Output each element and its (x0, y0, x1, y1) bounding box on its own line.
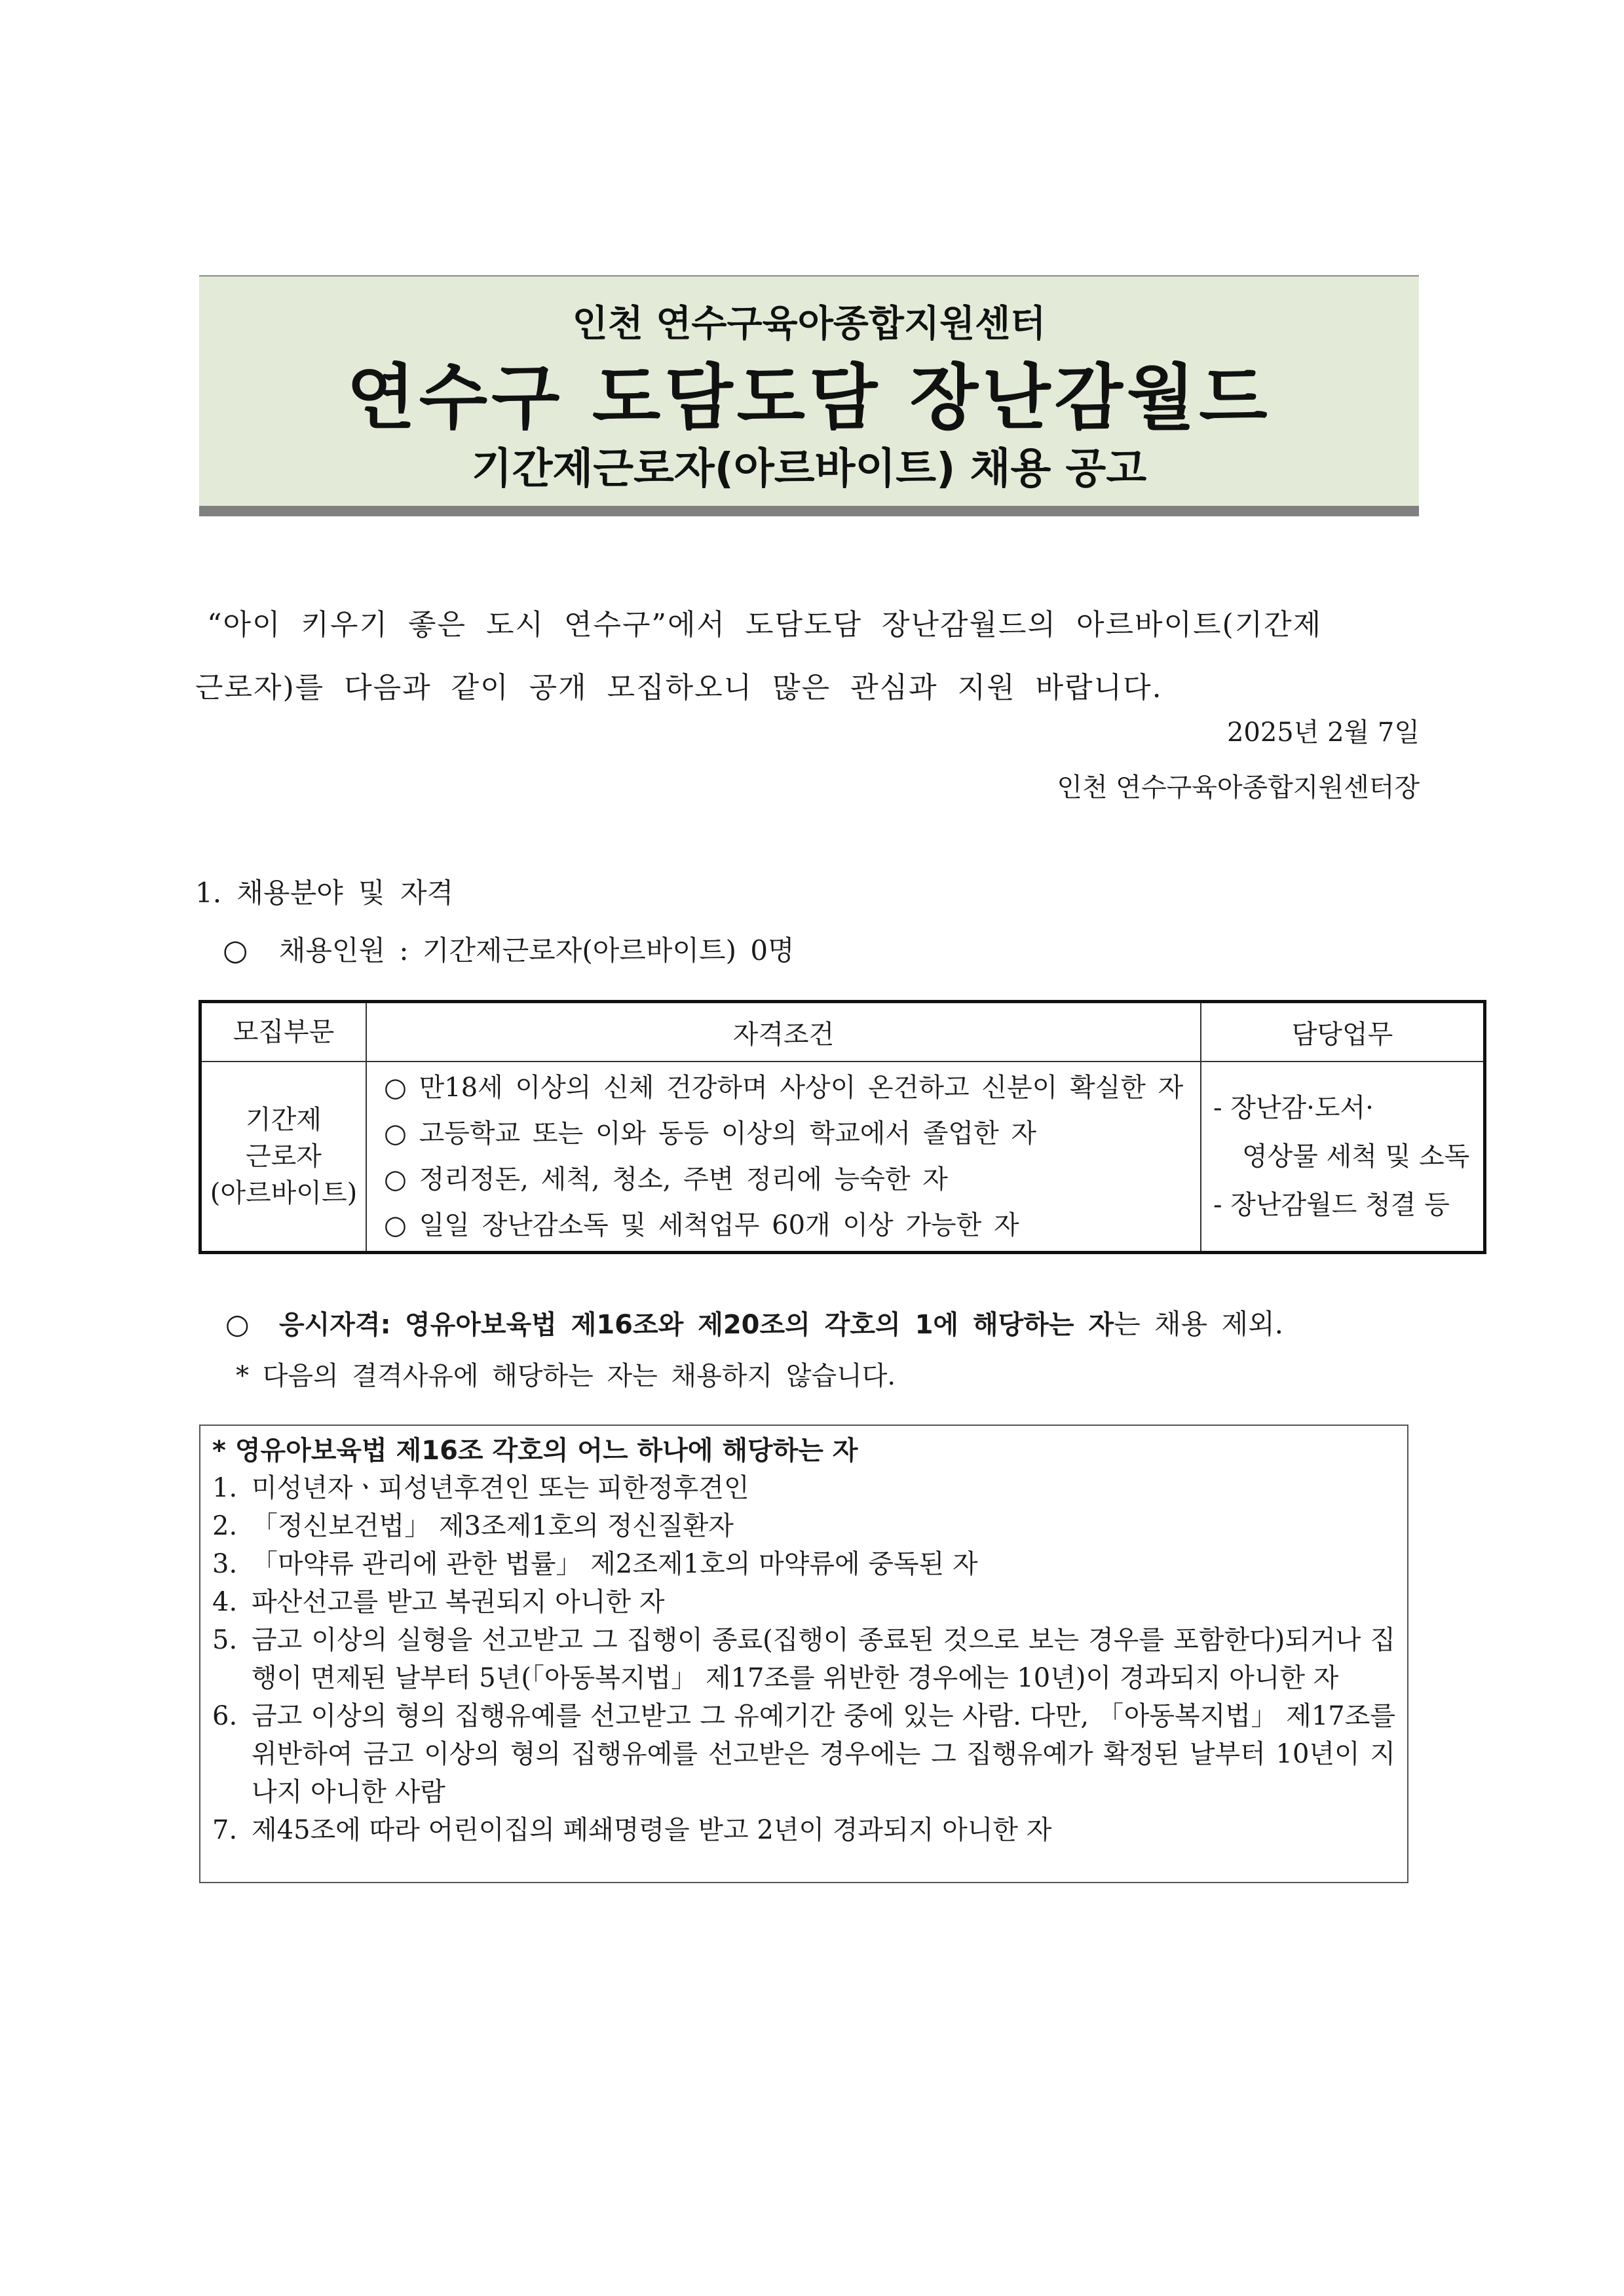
item-text: 금고 이상의 형의 집행유예를 선고받고 그 유예기간 중에 있는 사람. 다만, 「아동복지법」 제17조를 위반하여 금고 이상의 형의 집행유예를 선고받은 경우에는 그 집행유예가 확정된 날부터 10년이 지나지 아니한 사람 (252, 1701, 1395, 1807)
item-number: 5. (212, 1625, 238, 1655)
condition-item: ○ 일일 장난감소독 및 세척업무 60개 이상 가능한 자 (384, 1210, 1019, 1240)
notice-date: 2025년 2월 7일 (1226, 718, 1420, 748)
disqualification-title: * 영유아보육법 제16조 각호의 어느 하나에 해당하는 자 (212, 1436, 858, 1466)
position-cell (200, 1062, 367, 1253)
eligibility-rest-text: 는 채용 제외. (1114, 1308, 1284, 1340)
item-number: 2. (212, 1511, 238, 1541)
disqualification-list (212, 1469, 1395, 1849)
item-text: 금고 이상의 실형을 선고받고 그 집행이 종료(집행이 종료된 것으로 보는 경우를 포함한다)되거나 집행이 면제된 날부터 5년(「아동복지법」 제17조를 위반한 경우에는 10년)이 경과되지 아니한 자 (252, 1625, 1395, 1693)
item-number: 6. (212, 1701, 238, 1731)
recruit-count-line (223, 929, 795, 968)
header-underline-bar (199, 506, 1419, 516)
duty-item: - 장난감·도서· (1213, 1093, 1374, 1123)
circle-bullet-icon: ○ (225, 1308, 250, 1340)
header-duties: 담당업무 (1201, 1002, 1485, 1062)
list-item (212, 1811, 1395, 1849)
main-title: 연수구 도담도담 장난감월드 (347, 357, 1272, 439)
list-item (212, 1583, 1395, 1621)
item-text: 「마약류 관리에 관한 법률」 제2조제1호의 마약류에 중독된 자 (252, 1549, 978, 1579)
condition-item: ○ 정리정돈, 세척, 청소, 주변 정리에 능숙한 자 (384, 1164, 948, 1195)
eligibility-line (225, 1303, 1283, 1342)
duty-item-continuation: 영상물 세척 및 소독 (1242, 1141, 1470, 1172)
item-number: 1. (212, 1473, 238, 1503)
table-row (200, 1062, 1485, 1253)
item-number: 4. (212, 1587, 238, 1617)
item-text: 미성년자ㆍ피성년후견인 또는 피한정후견인 (252, 1473, 749, 1503)
conditions-cell (366, 1062, 1201, 1253)
list-item (212, 1545, 1395, 1583)
position-line: (아르바이트) (210, 1178, 358, 1208)
section-title: 1. 채용분야 및 자격 (195, 877, 454, 909)
item-text: 제45조에 따라 어린이집의 폐쇄명령을 받고 2년이 경과되지 아니한 자 (252, 1815, 1052, 1845)
item-text: 「정신보건법」 제3조제1호의 정신질환자 (252, 1511, 734, 1541)
condition-item: ○ 만18세 이상의 신체 건강하며 사상이 온건하고 신분이 확실한 자 (384, 1073, 1184, 1103)
intro-line-2: 근로자)를 다음과 같이 공개 모집하오니 많은 관심과 지원 바랍니다. (195, 671, 1163, 704)
list-item (212, 1697, 1395, 1811)
position-line: 기간제 (246, 1105, 322, 1135)
header-position: 모집부문 (200, 1002, 367, 1062)
qualification-table (198, 1000, 1486, 1254)
notice-title: 기간제근로자(아르바이트) 채용 공고 (471, 445, 1147, 493)
table-header-row (200, 1002, 1485, 1062)
eligibility-bold-text: 영유아보육법 제16조와 제20조의 각호의 1에 해당하는 자 (404, 1310, 1114, 1340)
item-number: 3. (212, 1549, 238, 1579)
center-name: 인천 연수구육아종합지원센터 (572, 303, 1046, 345)
item-text: 파산선고를 받고 복권되지 아니한 자 (252, 1587, 665, 1617)
duty-item: - 장난감월드 청결 등 (1213, 1190, 1450, 1220)
list-item (212, 1621, 1395, 1697)
header-conditions: 자격조건 (366, 1002, 1201, 1062)
intro-line-1: “아이 키우기 좋은 도시 연수구”에서 도담도담 장난감월드의 아르바이트(기간제 (207, 608, 1323, 641)
disqualification-note: * 다음의 결격사유에 해당하는 자는 채용하지 않습니다. (236, 1361, 896, 1391)
duties-cell (1201, 1062, 1485, 1253)
list-item (212, 1469, 1395, 1507)
eligibility-label: 응시자격: (279, 1310, 391, 1340)
position-line: 근로자 (246, 1141, 322, 1172)
intro-paragraph (195, 594, 1420, 719)
disqualification-box (199, 1425, 1408, 1883)
item-number: 7. (212, 1815, 238, 1845)
issuer: 인천 연수구육아종합지원센터장 (1057, 773, 1420, 803)
recruit-count-text: 채용인원 : 기간제근로자(아르바이트) 0명 (278, 934, 795, 966)
list-item (212, 1507, 1395, 1545)
condition-item: ○ 고등학교 또는 이와 동등 이상의 학교에서 졸업한 자 (384, 1119, 1037, 1149)
circle-bullet-icon: ○ (223, 934, 248, 967)
